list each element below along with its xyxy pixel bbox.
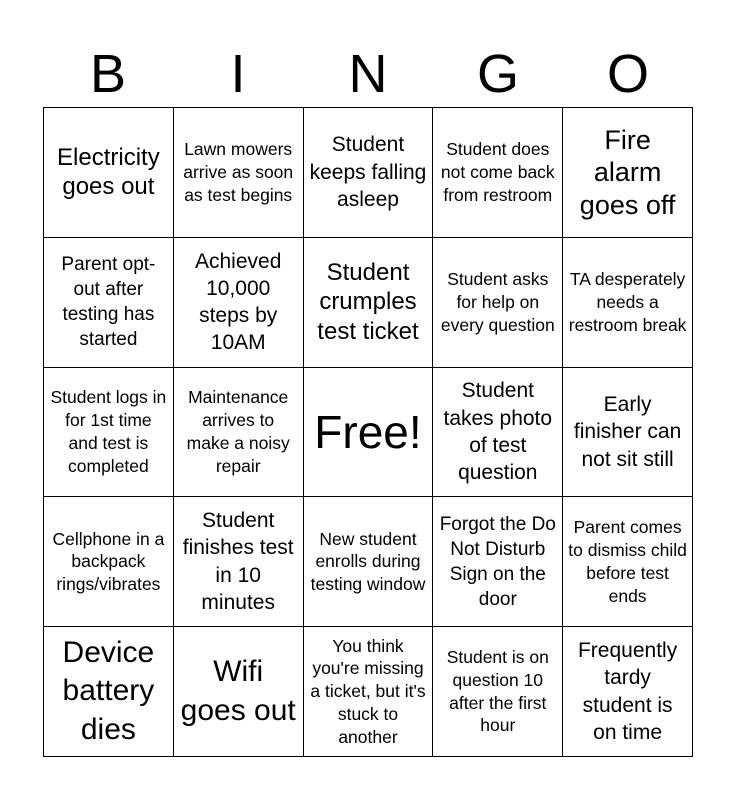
bingo-cell[interactable] (174, 108, 304, 238)
cell-text: Early finisher can not sit still (573, 393, 682, 471)
cell-text: Achieved 10,000 steps by 10AM (195, 249, 282, 355)
bingo-cell[interactable] (44, 368, 174, 498)
bingo-cell[interactable] (304, 497, 434, 627)
bingo-card (43, 107, 693, 757)
bingo-cell[interactable] (174, 368, 304, 498)
cell-text: Student crumples test ticket (317, 258, 419, 345)
cell-text: Electricity goes out (57, 143, 160, 201)
cell-text: Student does not come back from restroom (440, 139, 555, 205)
cell-text: Student keeps falling asleep (309, 133, 427, 212)
bingo-cell[interactable] (44, 108, 174, 238)
cell-text: Cellphone in a backpack rings/vibrates (52, 528, 165, 595)
bingo-header (43, 40, 693, 108)
header-letter-g: G (476, 44, 519, 104)
bingo-cell[interactable] (44, 627, 174, 757)
bingo-cell[interactable] (433, 497, 563, 627)
bingo-cell[interactable] (563, 108, 693, 238)
cell-text: Student asks for help on every question (440, 269, 555, 335)
cell-text: You think you're missing a ticket, but it's stuck to another (310, 635, 426, 747)
bingo-cell[interactable] (304, 627, 434, 757)
cell-text: Lawn mowers arrive as soon as test begins (183, 139, 294, 205)
cell-text: Forgot the Do Not Disturb Sign on the door (439, 513, 556, 610)
bingo-cell[interactable] (563, 627, 693, 757)
cell-text: Wifi goes out (180, 655, 296, 727)
cell-text: Student is on question 10 after the first hour (446, 647, 549, 736)
cell-text: Frequently tardy student is on time (577, 639, 678, 744)
bingo-cell[interactable] (174, 497, 304, 627)
header-letter-i: I (230, 44, 246, 104)
bingo-cell[interactable] (433, 238, 563, 368)
free-space-cell[interactable] (304, 368, 434, 498)
cell-text: Maintenance arrives to make a noisy repair (186, 387, 290, 476)
cell-text: Parent opt-out after testing has started (61, 254, 156, 351)
bingo-cell[interactable] (433, 108, 563, 238)
bingo-cell[interactable] (44, 497, 174, 627)
header-letter-o: O (606, 44, 649, 104)
bingo-cell[interactable] (563, 368, 693, 498)
bingo-cell[interactable] (44, 238, 174, 368)
cell-text: Student finishes test in 10 minutes (182, 509, 294, 615)
bingo-cell[interactable] (304, 238, 434, 368)
cell-text: Student logs in for 1st time and test is completed (50, 387, 167, 476)
free-space-label: Free! (314, 405, 422, 458)
cell-text: Device battery dies (62, 636, 155, 746)
cell-text: TA desperately needs a restroom break (568, 269, 687, 335)
cell-text: Parent comes to dismiss child before test ends (568, 517, 687, 606)
bingo-cell[interactable] (563, 497, 693, 627)
header-letter-n: N (348, 44, 388, 104)
bingo-cell[interactable] (433, 368, 563, 498)
cell-text: New student enrolls during testing window (310, 528, 426, 595)
bingo-cell[interactable] (433, 627, 563, 757)
header-letter-b: B (89, 44, 127, 104)
bingo-cell[interactable] (304, 108, 434, 238)
bingo-cell[interactable] (174, 238, 304, 368)
cell-text: Student takes photo of test question (443, 379, 553, 485)
cell-text: Fire alarm goes off (579, 124, 676, 220)
bingo-cell[interactable] (563, 238, 693, 368)
bingo-cell[interactable] (174, 627, 304, 757)
